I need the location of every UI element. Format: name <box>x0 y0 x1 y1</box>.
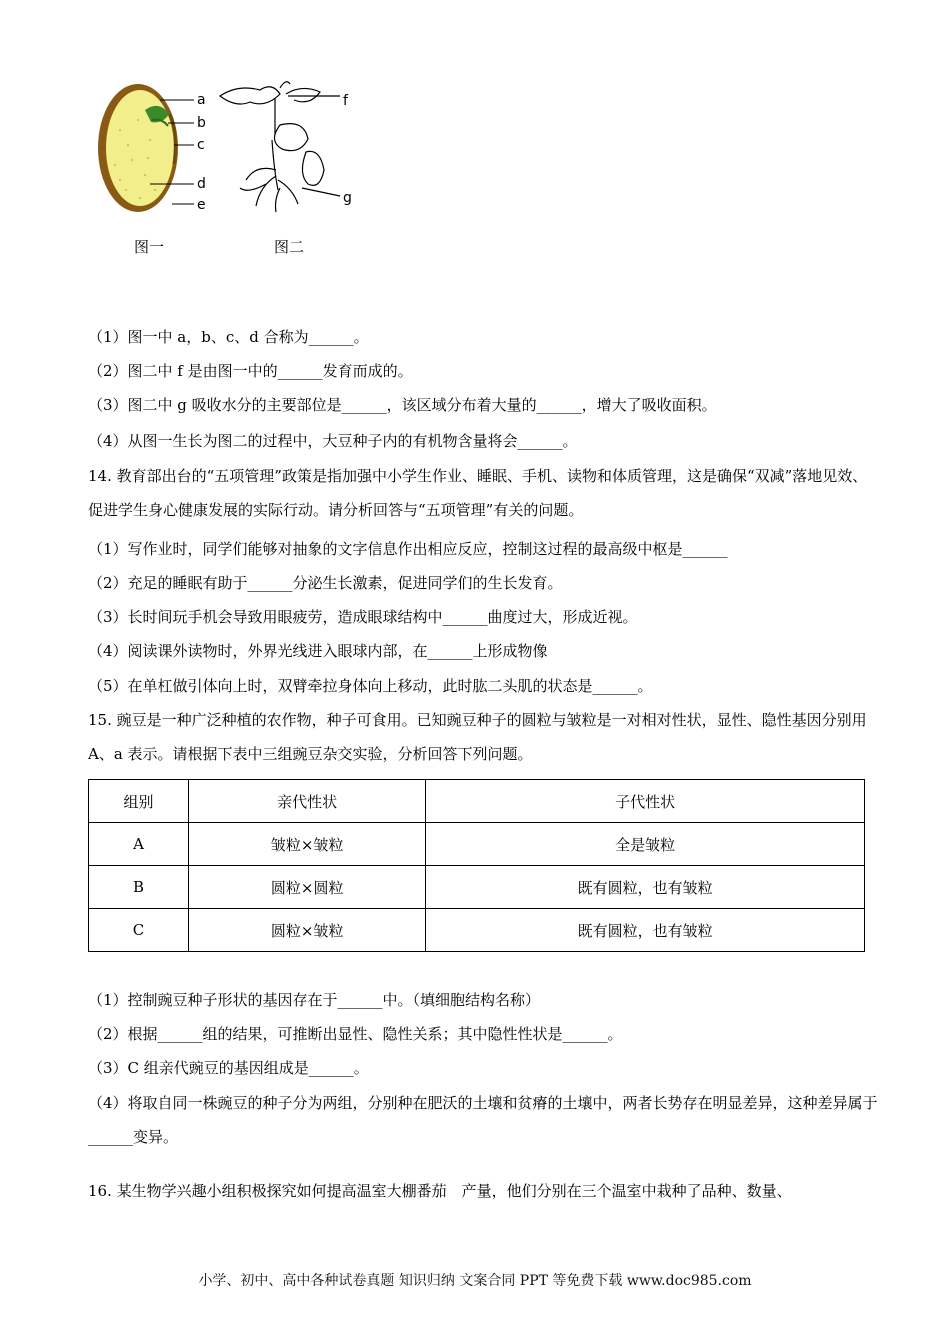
q14-part3: （3）长时间玩手机会导致用眼疲劳，造成眼球结构中______曲度过大，形成近视。 <box>88 608 638 626</box>
table-cell: 圆粒×皱粒 <box>189 909 426 952</box>
table-cell: 皱粒×皱粒 <box>189 823 426 866</box>
table-header-row <box>89 780 865 823</box>
q13-part3: （3）图二中 g 吸收水分的主要部位是______，该区域分布着大量的______，增大了吸收面积。 <box>88 396 717 414</box>
table-row <box>89 866 865 909</box>
table-cell: 既有圆粒，也有皱粒 <box>426 866 865 909</box>
label-g: g <box>343 190 352 206</box>
q15-stem: 15. 豌豆是一种广泛种植的农作物，种子可食用。已知豌豆种子的圆粒与皱粒是一对相对性状，显性、隐性基因分别用 A、a 表示。请根据下表中三组豌豆杂交实验，分析回答下列问题。 <box>88 711 867 763</box>
table-row <box>89 823 865 866</box>
table-cell: B <box>89 866 189 909</box>
q16-stem: 16. 某生物学兴趣小组积极探究如何提高温室大棚番茄 产量，他们分别在三个温室中栽种了品种、数量、 <box>88 1182 792 1200</box>
table-cell: 圆粒×圆粒 <box>189 866 426 909</box>
seedling-drawing <box>220 82 340 212</box>
table-cell: 全是皱粒 <box>426 823 865 866</box>
label-a: a <box>197 92 206 108</box>
page-footer: 小学、初中、高中各种试卷真题 知识归纳 文案合同 PPT 等免费下载 www.doc985.com <box>198 1273 752 1289</box>
cross-results-table <box>88 779 865 952</box>
q14-part2: （2）充足的睡眠有助于______分泌生长激素，促进同学们的生长发育。 <box>88 574 563 592</box>
q13-part1: （1）图一中 a，b、c、d 合称为______。 <box>88 328 369 346</box>
label-b: b <box>197 115 206 131</box>
figure2-caption: 图二 <box>274 238 305 256</box>
q15-part1: （1）控制豌豆种子形状的基因存在于______中。（填细胞结构名称） <box>88 991 541 1009</box>
q15-part3: （3）C 组亲代豌豆的基因组成是______。 <box>88 1059 369 1077</box>
label-f: f <box>343 93 348 109</box>
figure1-caption: 图一 <box>134 238 165 256</box>
table-cell: A <box>89 823 189 866</box>
table-header: 组别 <box>89 780 189 823</box>
table-header: 子代性状 <box>426 780 865 823</box>
table-header: 亲代性状 <box>189 780 426 823</box>
seed-illustration <box>90 80 370 270</box>
table-row <box>89 909 865 952</box>
q14-part4: （4）阅读课外读物时，外界光线进入眼球内部，在______上形成物像 <box>88 642 548 660</box>
table-cell: C <box>89 909 189 952</box>
label-e: e <box>197 197 206 213</box>
q14-part1: （1）写作业时，同学们能够对抽象的文字信息作出相应反应，控制这过程的最高级中枢是______ <box>88 540 728 558</box>
q14-stem: 14. 教育部出台的“五项管理”政策是指加强中小学生作业、睡眠、手机、读物和体质管理，这是确保“双减”落地见效、促进学生身心健康发展的实际行动。请分析回答与“五项管理”有关的问题。 <box>88 467 868 519</box>
seed-figure <box>90 80 370 270</box>
q15-part2: （2）根据______组的结果，可推断出显性、隐性关系；其中隐性性状是______。 <box>88 1025 623 1043</box>
q13-part4: （4）从图一生长为图二的过程中，大豆种子内的有机物含量将会______。 <box>88 432 578 450</box>
table-cell: 既有圆粒，也有皱粒 <box>426 909 865 952</box>
q14-part5: （5）在单杠做引体向上时，双臂牵拉身体向上移动，此时肱二头肌的状态是______。 <box>88 677 653 695</box>
label-c: c <box>197 137 205 153</box>
q13-part2: （2）图二中 f 是由图一中的______发育而成的。 <box>88 362 413 380</box>
q15-part4: （4）将取自同一株豌豆的种子分为两组，分别种在肥沃的土壤和贫瘠的土壤中，两者长势存在明显差异，这种差异属于______变异。 <box>88 1094 878 1146</box>
label-d: d <box>197 176 206 192</box>
bean-seed-drawing <box>98 84 194 212</box>
